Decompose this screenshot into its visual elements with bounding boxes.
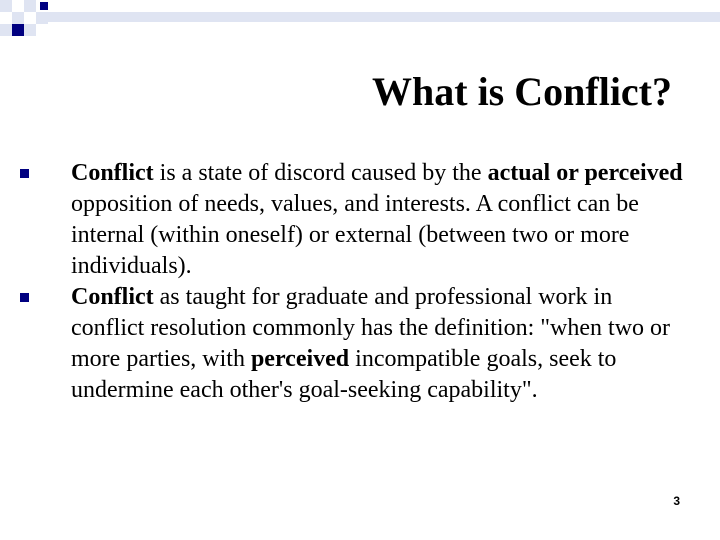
bullet-item [0,158,720,282]
bullet-text: incompatible goals, seek to undermine each other's goal-seeking capability". [71,346,617,403]
checker-pattern-icon [0,0,60,44]
bullet-list [0,158,720,406]
bullet-text: opposition of needs, values, and interests. A conflict can be internal (within oneself) or external (between two or more individuals). [71,191,639,279]
bullet-text: is a state of discord caused by the [153,160,488,186]
square-bullet-icon [20,169,29,178]
bullet-item [0,282,720,406]
bullet-text-bold: perceived [250,346,350,372]
bullet-text: as taught for graduate and professional work in conflict resolution commonly has the definition: "when two or more parties, with [71,284,671,372]
slide-title: What is Conflict? [372,69,672,114]
bullet-text-bold: Conflict [71,160,154,186]
header-decoration-bar [48,12,720,22]
square-bullet-icon [20,293,29,302]
bullet-text-bold: Conflict [71,284,154,310]
bullet-text-bold: actual or perceived [487,160,683,186]
page-number: 3 [673,494,680,508]
